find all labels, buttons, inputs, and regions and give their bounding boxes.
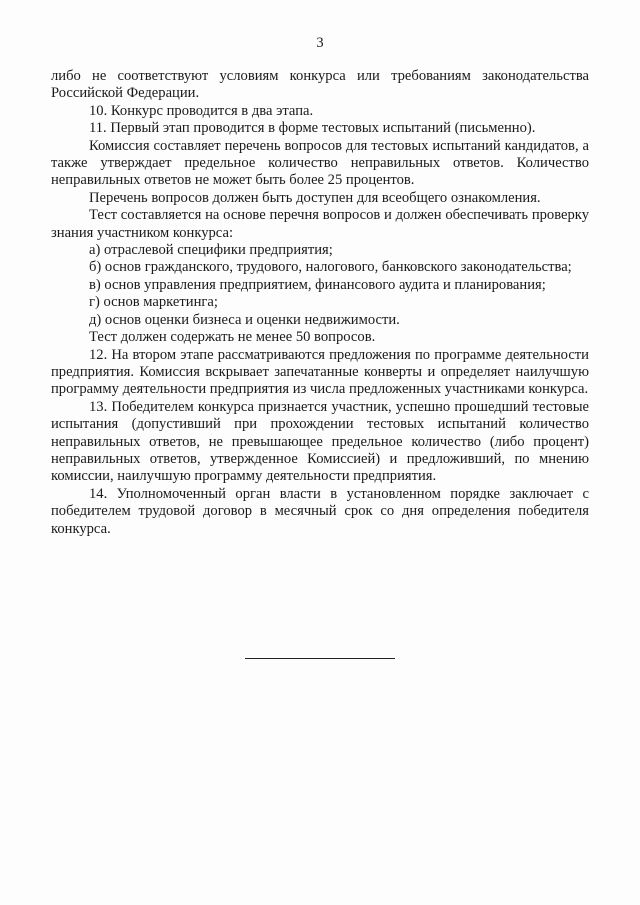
page-number: 3 [316,35,324,51]
paragraph-test-minimum: Тест должен содержать не менее 50 вопросов. [89,329,376,346]
clause-12: 12. На втором этапе рассматриваются предложения по программе деятельности предприятия. Комиссия вскрывает запечатанные конверты и определяет наилучшую программу деятельности предприятия из числа предложенных участниками конкурса. [51,346,589,398]
paragraph-commission-questions: Комиссия составляет перечень вопросов для тестовых испытаний кандидатов, а также утверждает предельное количество неправильных ответов. Количество неправильных ответов не может быть более 25 процентов. [51,137,589,189]
paragraph-questions-availability: Перечень вопросов должен быть доступен для всеобщего ознакомления. [89,189,541,206]
list-item-a: а) отраслевой специфики предприятия; [89,242,333,259]
list-item-g: г) основ маркетинга; [89,294,218,311]
clause-13: 13. Победителем конкурса признается участник, успешно прошедший тестовые испытания (допустивший при прохождении тестовых испытаний количество неправильных ответов, не превышающее предельное количество (либо процент) неправильных ответов, утвержденное Комиссией) и предложивший, по мнению комиссии, наилучшую программу деятельности предприятия. [51,398,589,485]
paragraph-continuation: либо не соответствуют условиям конкурса или требованиям законодательства Российской Федерации. [51,68,589,102]
document-body [51,68,589,538]
list-item-d: д) основ оценки бизнеса и оценки недвижимости. [89,311,400,328]
paragraph-test-basis: Тест составляется на основе перечня вопросов и должен обеспечивать проверку знания участником конкурса: [51,207,589,241]
list-item-v: в) основ управления предприятием, финансового аудита и планирования; [89,276,546,293]
clause-11: 11. Первый этап проводится в форме тестовых испытаний (письменно). [89,120,536,137]
end-separator-line [245,658,395,659]
clause-14: 14. Уполномоченный орган власти в установленном порядке заключает с победителем трудовой договор в месячный срок со дня определения победителя конкурса. [51,485,589,537]
clause-10: 10. Конкурс проводится в два этапа. [89,102,314,119]
list-item-b: б) основ гражданского, трудового, налогового, банковского законодательства; [89,259,572,276]
